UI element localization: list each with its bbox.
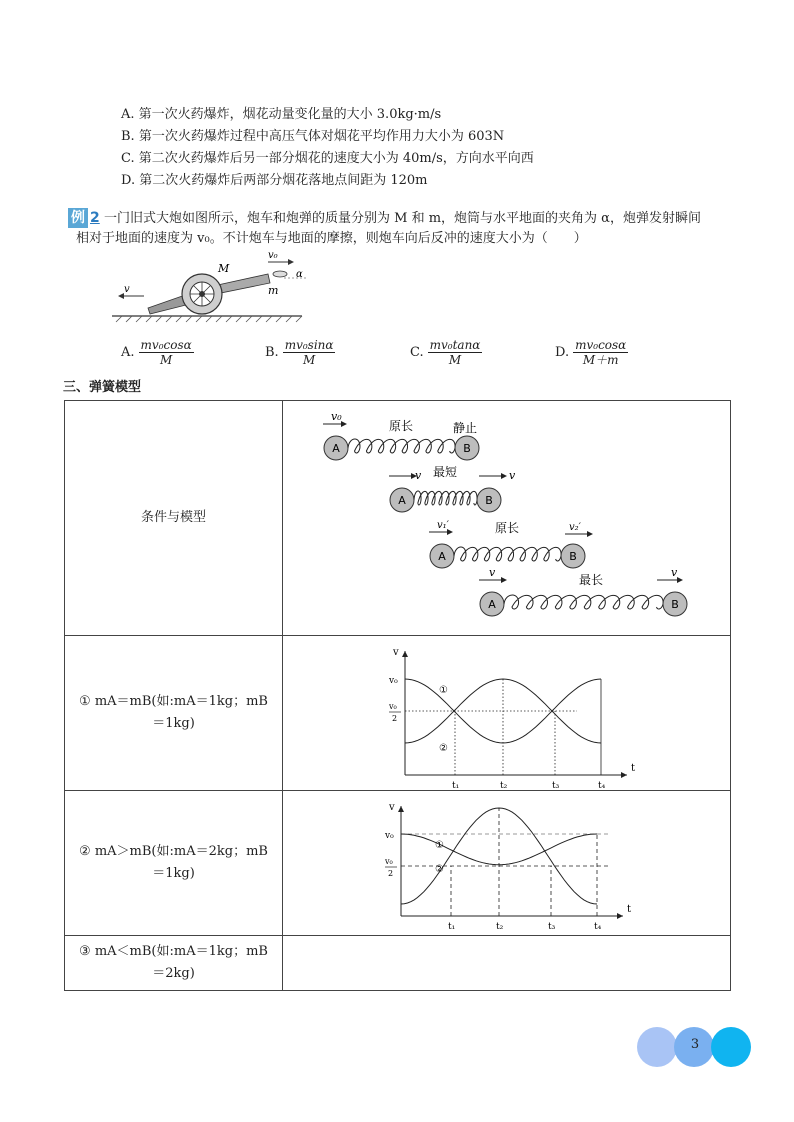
state2-right-v: v [509, 469, 516, 482]
label-m: m [268, 284, 279, 297]
curve-2-label: ② [435, 864, 444, 875]
t-tick-label: t₃ [552, 781, 560, 789]
half-v0-num: v₀ [389, 702, 397, 711]
example-tag: 例 [68, 208, 88, 228]
choice-b-num: mv₀sinα [284, 338, 334, 352]
choice-d-fraction [573, 338, 628, 367]
graph-equal-cell [283, 636, 731, 791]
label-v0: v₀ [268, 250, 278, 261]
state3-ball-a: A [438, 550, 446, 563]
y-axis-arrow [398, 806, 404, 812]
example-text-line1: 一门旧式大炮如图所示，炮车和炮弹的质量分别为 M 和 m，炮筒与水平地面的夹角为 α，炮弹发射瞬间 [104, 211, 701, 226]
choice-c-fraction [428, 338, 483, 367]
state2-ball-b: B [485, 494, 493, 507]
choice-b[interactable] [265, 338, 335, 367]
spring-states-figure [283, 402, 729, 634]
choice-a-letter: A. [121, 345, 135, 360]
state1-ball-a: A [332, 442, 340, 455]
choice-a-fraction [139, 338, 194, 367]
y-axis-arrow [402, 651, 408, 657]
y-axis-label: v [389, 802, 395, 813]
label-v: v [124, 284, 130, 295]
choice-d-den: M＋m [582, 353, 619, 367]
x-axis-arrow [621, 772, 627, 778]
spring-model-table [64, 400, 731, 991]
row4-label: ③ mA＜mB(如:mA＝1kg；mB＝2kg) [65, 936, 283, 991]
state1-mid-label: 原长 [388, 419, 414, 433]
t-tick-label: t₄ [594, 922, 602, 932]
state1-left-v: v₀ [331, 410, 342, 423]
y-axis-label: v [393, 647, 399, 658]
cannon-figure [108, 250, 308, 326]
choice-a-num: mv₀cosα [140, 338, 192, 352]
option-c-prev: C. 第二次火药爆炸后另一部分烟花的速度大小为 40m/s，方向水平向西 [121, 151, 534, 166]
choice-c-letter: C. [410, 345, 424, 360]
spring-states-cell [283, 401, 731, 636]
state2-mid-label: 最短 [432, 465, 458, 479]
example-text-line2: 相对于地面的速度为 v₀。不计炮车与地面的摩擦，则炮车向后反冲的速度大小为（ ） [76, 231, 587, 246]
half-v0-num: v₀ [385, 857, 393, 866]
choice-d-num: mv₀cosα [575, 338, 627, 352]
spring-state-4 [479, 566, 687, 616]
choice-d[interactable] [555, 338, 628, 367]
choice-a[interactable] [121, 338, 194, 367]
choice-b-fraction [283, 338, 336, 367]
option-b-prev: B. 第一次火药爆炸过程中高压气体对烟花平均作用力大小为 603N [121, 129, 505, 144]
v0-tick-label: v₀ [389, 676, 398, 686]
page-number: 3 [690, 1037, 700, 1052]
graph-equal [283, 637, 729, 789]
choice-b-den: M [302, 353, 316, 367]
spring-state-3 [429, 520, 593, 568]
state4-ball-a: A [488, 598, 496, 611]
choice-a-den: M [159, 353, 173, 367]
state4-right-v: v [671, 566, 678, 579]
state1-right-label: 静止 [453, 421, 478, 435]
state3-left-v: v₁′ [437, 520, 449, 531]
x-axis-label: t [627, 904, 632, 915]
state2-left-v: v [415, 469, 422, 482]
state3-mid-label: 原长 [494, 521, 520, 535]
curve-1-label: ① [439, 685, 448, 696]
graph-less-cell [283, 936, 731, 991]
graph-greater [283, 792, 729, 934]
state2-ball-a: A [398, 494, 406, 507]
x-axis-label: t [631, 763, 636, 774]
row3-label: ② mA＞mB(如:mA＝2kg；mB＝1kg) [65, 791, 283, 936]
state1-ball-b: B [463, 442, 471, 455]
state4-left-v: v [489, 566, 496, 579]
t-tick-label: t₁ [448, 922, 456, 932]
t-tick-label: t₂ [500, 781, 508, 789]
label-alpha: α [296, 269, 303, 280]
spring-state-2 [389, 465, 516, 512]
half-v0-den: 2 [388, 869, 394, 878]
t-tick-label: t₃ [548, 922, 556, 932]
v0-tick-label: v₀ [385, 831, 394, 841]
half-v0-den: 2 [392, 714, 398, 723]
row1-label: 条件与模型 [65, 401, 283, 636]
spring-state-1 [323, 410, 479, 460]
t-tick-label: t₄ [598, 781, 606, 789]
label-M: M [218, 262, 230, 275]
graph-greater-cell [283, 791, 731, 936]
choice-c-num: mv₀tanα [429, 338, 481, 352]
choice-c-den: M [448, 353, 462, 367]
t-tick-label: t₂ [496, 922, 504, 932]
state3-ball-b: B [569, 550, 577, 563]
x-axis-arrow [617, 913, 623, 919]
option-a-prev: A. 第一次火药爆炸，烟花动量变化量的大小 3.0kg·m/s [121, 107, 442, 122]
example-number: 2 [90, 210, 100, 226]
curve-1-label: ① [435, 840, 444, 851]
choice-b-letter: B. [265, 345, 279, 360]
choice-d-letter: D. [555, 345, 570, 360]
state4-mid-label: 最长 [578, 573, 604, 587]
section-title: 三、弹簧模型 [63, 380, 142, 395]
state4-ball-b: B [671, 598, 679, 611]
curve-2-label: ② [439, 743, 448, 754]
state3-right-v: v₂′ [569, 522, 581, 533]
row2-label: ① mA＝mB(如:mA＝1kg；mB＝1kg) [65, 636, 283, 791]
option-d-prev: D. 第二次火药爆炸后两部分烟花落地点间距为 120m [121, 173, 428, 188]
choice-c[interactable] [410, 338, 482, 367]
t-tick-label: t₁ [452, 781, 460, 789]
